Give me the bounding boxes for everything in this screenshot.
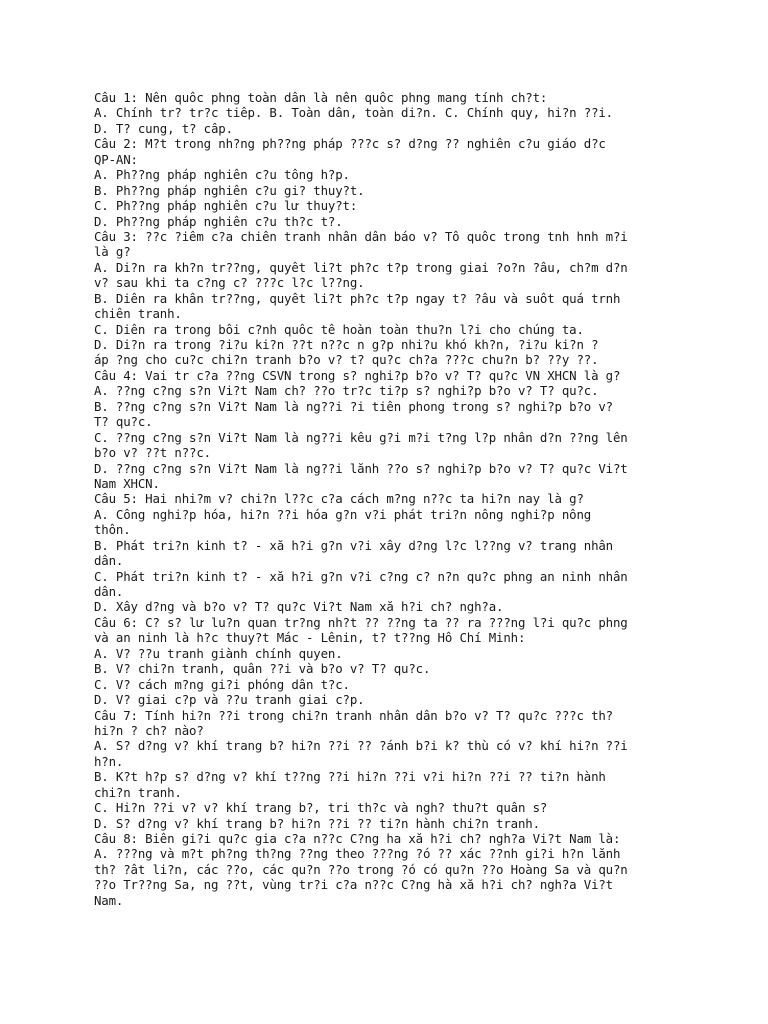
text-line-q3-cont: là g?: [94, 244, 131, 260]
text-line-q2-option-c: C. Ph??ng pháp nghiên c?u lư thuy?t:: [94, 198, 358, 214]
text-line-q1-option-d: D. T? cung, t? câp.: [94, 120, 233, 136]
text-line-q4-option-d: D. ??ng c?ng s?n Vi?t Nam là ng??i lănh ??o s? nghi?p b?o v? T? qu?c Vi?t: [94, 460, 628, 476]
text-line-q8: Câu 8: Biên gi?i qu?c gia c?a n??c C?ng ha xă h?i ch? ngh?a Vi?t Nam là:: [94, 831, 621, 846]
text-line-q7-option-a-cont: h?n.: [94, 753, 124, 769]
text-line-q3-option-c: C. Diên ra trong bôi c?nh quôc tê hoàn toàn thu?n l?i cho chúng ta.: [94, 321, 584, 337]
text-line-q8-option-a: A. ???ng và m?t ph?ng th?ng ??ng theo ???ng ?ó ?? xác ??nh gi?i h?n lănh: [94, 846, 621, 862]
text-line-q5-option-c: C. Phát tri?n kinh t? - xă h?i g?n v?i c?ng c? n?n qu?c phng an ninh nhân: [94, 568, 628, 584]
text-line-q5-option-a: A. Công nghi?p hóa, hi?n ??i hóa g?n v?i phát tri?n nông nghi?p nông: [94, 506, 592, 522]
text-line-q7-option-b: B. K?t h?p s? d?ng v? khí t??ng ??i hi?n ??i v?i hi?n ??i ?? ti?n hành: [94, 769, 606, 785]
text-line-q7-option-a: A. S? d?ng v? khí trang b? hi?n ??i ?? ?ánh b?i k? thù có v? khí hi?n ??i: [94, 738, 628, 754]
text-line-q2-option-b: B. Ph??ng pháp nghiên c?u gi? thuy?t.: [94, 182, 365, 198]
text-line-q6-option-d: D. V? giai c?p và ??u tranh giai c?p.: [94, 692, 365, 708]
text-line-q6-option-b: B. V? chi?n tranh, quân ??i và b?o v? T? qu?c.: [94, 661, 431, 677]
text-line-q3-option-a: A. Di?n ra kh?n tr??ng, quyêt li?t ph?c t?p trong giai ?o?n ?âu, ch?m d?n: [94, 259, 628, 275]
text-line-q3-option-d: D. Di?n ra trong ?i?u ki?n ??t n??c n g?p nhi?u khó kh?n, ?i?u ki?n ?: [94, 337, 599, 352]
text-line-q1: Câu 1: Nên quôc phng toàn dân là nên quôc phng mang tính ch?t:: [94, 90, 548, 105]
text-line-q7-option-d: D. S? d?ng v? khí trang b? hi?n ??i ?? ti?n hành chi?n tranh.: [94, 815, 540, 831]
text-line-q5-option-c-cont: dân.: [94, 584, 124, 599]
text-line-q3-option-a-cont: v? sau khi ta c?ng c? ???c l?c l??ng.: [94, 275, 365, 291]
text-line-q4-option-a: A. ??ng c?ng s?n Vi?t Nam ch? ??o tr?c ti?p s? nghi?p b?o v? T? qu?c.: [94, 383, 599, 399]
text-line-q3: Câu 3: ??c ?iêm c?a chiên tranh nhân dân báo v? Tô quôc trong tnh hnh m?i: [94, 228, 628, 244]
text-line-q8-option-a-cont-2: ??o Tr??ng Sa, ng ??t, vùng tr?i c?a n??c C?ng hà xă h?i ch? ngh?a Vi?t: [94, 877, 613, 893]
text-line-q6: Câu 6: C? s? lư lu?n quan tr?ng nh?t ?? ??ng ta ?? ra ???ng l?i qu?c phng: [94, 614, 628, 630]
text-line-q5-option-b-cont: dân.: [94, 553, 124, 569]
text-line-q3-option-d-cont: áp ?ng cho cu?c chi?n tranh b?o v? t? qu?c ch?a ???c chu?n b? ??y ??.: [94, 352, 599, 368]
text-line-q7-option-b-cont: chi?n tranh.: [94, 784, 182, 800]
text-line-q5: Câu 5: Hai nhi?m v? chi?n l??c c?a cách m?ng n??c ta hi?n nay là g?: [94, 491, 584, 507]
text-line-q6-option-a: A. V? ??u tranh giành chính quyen.: [94, 645, 343, 661]
text-line-q7-cont: hi?n ? ch? nào?: [94, 722, 204, 738]
text-line-q4: Câu 4: Vai tr c?a ??ng CSVN trong s? nghi?p b?o v? T? qu?c VN XHCN là g?: [94, 367, 621, 383]
text-line-q6-cont: và an ninh là h?c thuy?t Mác - Lênin, t? t??ng Hô Chí Minh:: [94, 630, 526, 646]
text-line-q4-option-b-cont: T? qu?c.: [94, 414, 153, 430]
document-page: [94, 90, 694, 908]
text-line-q2: Câu 2: M?t trong nh?ng ph??ng pháp ???c s? d?ng ?? nghiên c?u giáo d?c: [94, 136, 606, 152]
text-line-q4-option-c: C. ??ng c?ng s?n Vi?t Nam là ng??i kêu g?i m?i t?ng l?p nhân d?n ??ng lên: [94, 429, 628, 445]
text-line-q2-cont: QP-AN:: [94, 151, 138, 167]
text-line-q2-option-d: D. Ph??ng pháp nghiên c?u th?c t?.: [94, 213, 343, 229]
text-line-q8-option-a-cont-3: Nam.: [94, 892, 124, 908]
text-line-q4-option-d-cont: Nam XHCN.: [94, 475, 160, 491]
text-line-q5-option-d: D. Xây d?ng và b?o v? T? qu?c Vi?t Nam xă h?i ch? ngh?a.: [94, 599, 504, 615]
text-line-q8-option-a-cont-1: th? ?ât li?n, các ??o, các qu?n ??o trong ?ó có qu?n ??o Hoàng Sa và qu?n: [94, 861, 628, 877]
text-line-q5-option-b: B. Phát tri?n kinh t? - xă h?i g?n v?i xây d?ng l?c l??ng v? trang nhân: [94, 537, 613, 553]
text-line-q7-option-c: C. Hi?n ??i v? v? khí trang b?, tri th?c và ngh? thu?t quân s?: [94, 800, 548, 816]
text-line-q3-option-b-cont: chiên tranh.: [94, 306, 182, 322]
text-line-q4-option-c-cont: b?o v? ??t n??c.: [94, 445, 211, 461]
text-line-q1-options-abc: A. Chính tr? tr?c tiêp. B. Toàn dân, toàn di?n. C. Chính quy, hi?n ??i.: [94, 105, 613, 121]
text-line-q4-option-b: B. ??ng c?ng s?n Vi?t Nam là ng??i ?i tiên phong trong s? nghi?p b?o v?: [94, 398, 613, 414]
text-line-q2-option-a: A. Ph??ng pháp nghiên c?u tông h?p.: [94, 167, 350, 183]
text-line-q7: Câu 7: Tính hi?n ??i trong chi?n tranh nhân dân b?o v? T? qu?c ???c th?: [94, 707, 613, 723]
text-line-q6-option-c: C. V? cách m?ng gi?i phóng dân t?c.: [94, 676, 350, 692]
text-line-q5-option-a-cont: thôn.: [94, 522, 131, 538]
text-line-q3-option-b: B. Diên ra khân tr??ng, quyêt li?t ph?c t?p ngay t? ?âu và suôt quá trnh: [94, 290, 621, 306]
